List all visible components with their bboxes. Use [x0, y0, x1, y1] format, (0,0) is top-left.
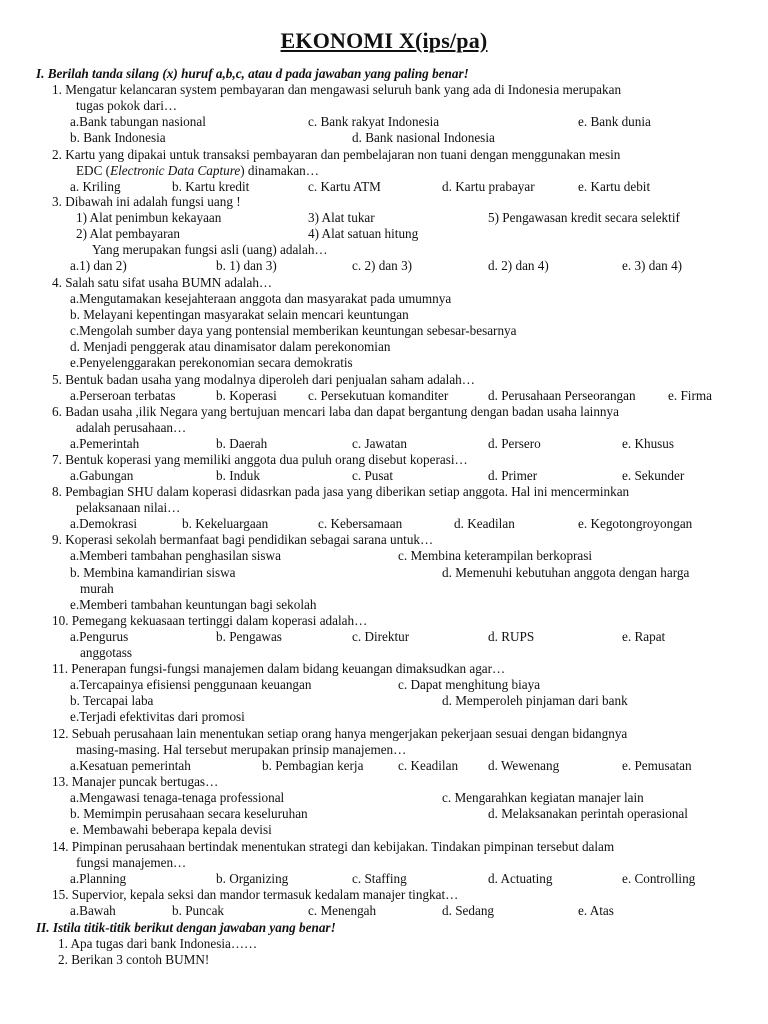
question-6-text-cont: adalah perusahaan… [76, 420, 187, 435]
question-4-option-e[interactable]: e.Penyelenggarakan perekonomian secara demokratis [70, 355, 353, 370]
question-3-option-a[interactable]: a.1) dan 2) [70, 258, 127, 273]
question-8-text-cont: pelaksanaan nilai… [76, 500, 181, 515]
question-15-option-d[interactable]: d. Sedang [442, 903, 495, 918]
question-2-option-e[interactable]: e. Kartu debit [578, 179, 651, 194]
question-6-option-a[interactable]: a.Pemerintah [70, 436, 140, 451]
question-7-option-d[interactable]: d. Primer [488, 468, 538, 483]
question-10-option-c[interactable]: c. Direktur [352, 629, 410, 644]
essay-question-2: 2. Berikan 3 contoh BUMN! [58, 952, 210, 967]
question-14-option-b[interactable]: b. Organizing [216, 871, 289, 886]
question-14-option-a[interactable]: a.Planning [70, 871, 127, 886]
question-12-option-c[interactable]: c. Keadilan [398, 758, 459, 773]
question-3-statement-3: 3) Alat tukar [308, 210, 375, 225]
question-3-statement-5: 5) Pengawasan kredit secara selektif [488, 210, 680, 225]
question-14-option-c[interactable]: c. Staffing [352, 871, 407, 886]
question-3-ask: Yang merupakan fungsi asli (uang) adalah… [92, 242, 328, 257]
question-12-text: 12. Sebuah perusahaan lain menentukan setiap orang hanya mengerjakan pekerjaan sesuai dengan bidangnya [52, 726, 628, 741]
question-3-text: 3. Dibawah ini adalah fungsi uang ! [52, 194, 241, 209]
question-8-option-b[interactable]: b. Kekeluargaan [182, 516, 269, 531]
question-15-option-b[interactable]: b. Puncak [172, 903, 225, 918]
question-9-option-b[interactable]: b. Membina kamandirian siswa [70, 565, 236, 580]
question-3-option-e[interactable]: e. 3) dan 4) [622, 258, 683, 273]
question-8-option-c[interactable]: c. Kebersamaan [318, 516, 403, 531]
question-1-text: 1. Mengatur kelancaran system pembayaran dan mengawasi seluruh bank yang ada di Indonesia merupakan [52, 82, 622, 97]
question-2-option-c[interactable]: c. Kartu ATM [308, 179, 381, 194]
question-1-option-c[interactable]: c. Bank rakyat Indonesia [308, 114, 440, 129]
question-6-option-d[interactable]: d. Persero [488, 436, 541, 451]
question-1-option-d[interactable]: d. Bank nasional Indonesia [352, 130, 495, 145]
question-3-option-c[interactable]: c. 2) dan 3) [352, 258, 413, 273]
question-13-option-d[interactable]: d. Melaksanakan perintah operasional [488, 806, 688, 821]
question-8-option-d[interactable]: d. Keadilan [454, 516, 515, 531]
question-3-option-b[interactable]: b. 1) dan 3) [216, 258, 277, 273]
question-6-option-c[interactable]: c. Jawatan [352, 436, 407, 451]
question-12-text-cont: masing-masing. Hal tersebut merupakan prinsip manajemen… [76, 742, 407, 757]
question-8-text: 8. Pembagian SHU dalam koperasi didasrkan pada jasa yang diberikan setiap anggota. Hal ini mencerminkan [52, 484, 630, 499]
question-1-option-e[interactable]: e. Bank dunia [578, 114, 651, 129]
question-11-text: 11. Penerapan fungsi-fungsi manajemen dalam bidang keuangan dimaksudkan agar… [52, 661, 506, 676]
question-1-option-a[interactable]: a.Bank tabungan nasional [70, 114, 206, 129]
question-6-text: 6. Badan usaha ,ilik Negara yang bertujuan mencari laba dan dapat bergantung dengan badan usaha lainnya [52, 404, 619, 419]
question-7-option-a[interactable]: a.Gabungan [70, 468, 134, 483]
question-9-text: 9. Koperasi sekolah bermanfaat bagi pendidikan sebagai sarana untuk… [52, 532, 434, 547]
question-15-text: 15. Supervior, kepala seksi dan mandor termasuk kedalam manajer tingkat… [52, 887, 459, 902]
question-9-option-d[interactable]: d. Memenuhi kebutuhan anggota dengan harga [442, 565, 690, 580]
question-14-option-e[interactable]: e. Controlling [622, 871, 696, 886]
question-5-text: 5. Bentuk badan usaha yang modalnya diperoleh dari penjualan saham adalah… [52, 372, 475, 387]
question-4-option-a[interactable]: a.Mengutamakan kesejahteraan anggota dan masyarakat pada umumnya [70, 291, 452, 306]
question-2-option-d[interactable]: d. Kartu prabayar [442, 179, 535, 194]
question-6-option-b[interactable]: b. Daerah [216, 436, 268, 451]
question-15-option-c[interactable]: c. Menengah [308, 903, 377, 918]
question-9-option-e[interactable]: e.Memberi tambahan keuntungan bagi sekolah [70, 597, 317, 612]
question-10-option-b[interactable]: b. Pengawas [216, 629, 282, 644]
question-2-option-a[interactable]: a. Kriling [70, 179, 121, 194]
question-12-option-d[interactable]: d. Wewenang [488, 758, 560, 773]
question-4-text: 4. Salah satu sifat usaha BUMN adalah… [52, 275, 273, 290]
question-10-option-e[interactable]: e. Rapat [622, 629, 666, 644]
question-7-option-b[interactable]: b. Induk [216, 468, 260, 483]
question-6-option-e[interactable]: e. Khusus [622, 436, 675, 451]
question-9-option-c[interactable]: c. Membina keterampilan berkoprasi [398, 548, 593, 563]
question-2-text-cont [76, 163, 319, 179]
question-3-option-d[interactable]: d. 2) dan 4) [488, 258, 549, 273]
question-11-option-b[interactable]: b. Tercapai laba [70, 693, 154, 708]
section-2-heading: II. Istila titik-titik berikut dengan jawaban yang benar! [36, 920, 336, 935]
question-12-option-a[interactable]: a.Kesatuan pemerintah [70, 758, 191, 773]
question-10-text: 10. Pemegang kekuasaan tertinggi dalam koperasi adalah… [52, 613, 368, 628]
question-4-option-b[interactable]: b. Melayani kepentingan masyarakat selain mencari keuntungan [70, 307, 409, 322]
question-13-option-b[interactable]: b. Memimpin perusahaan secara keseluruhan [70, 806, 308, 821]
question-5-option-e[interactable]: e. Firma [668, 388, 712, 403]
question-14-text: 14. Pimpinan perusahaan bertindak menentukan strategi dan kebijakan. Tindakan pimpinan tersebut dalam [52, 839, 615, 854]
question-12-option-b[interactable]: b. Pembagian kerja [262, 758, 364, 773]
question-2-option-b[interactable]: b. Kartu kredit [172, 179, 250, 194]
question-1-option-b[interactable]: b. Bank Indonesia [70, 130, 166, 145]
question-3-statement-1: 1) Alat penimbun kekayaan [76, 210, 222, 225]
question-7-text: 7. Bentuk koperasi yang memiliki anggota dua puluh orang disebut koperasi… [52, 452, 468, 467]
question-2-text: 2. Kartu yang dipakai untuk transaksi pembayaran dan pembelajaran non tuani dengan menggunakan mesin [52, 147, 621, 162]
question-8-option-e[interactable]: e. Kegotongroyongan [578, 516, 693, 531]
question-10-option-d[interactable]: d. RUPS [488, 629, 535, 644]
question-2-text-italic: Electronic Data Capture [110, 163, 241, 178]
question-11-option-c[interactable]: c. Dapat menghitung biaya [398, 677, 541, 692]
question-13-option-a[interactable]: a.Mengawasi tenaga-tenaga professional [70, 790, 285, 805]
page-title: EKONOMI X(ips/pa) [280, 28, 488, 53]
section-1-heading: I. Berilah tanda silang (x) huruf a,b,c, atau d pada jawaban yang paling benar! [36, 66, 469, 81]
question-15-option-e[interactable]: e. Atas [578, 903, 614, 918]
question-14-text-cont: fungsi manajemen… [76, 855, 187, 870]
question-11-option-a[interactable]: a.Tercapainya efisiensi penggunaan keuangan [70, 677, 312, 692]
question-13-option-c[interactable]: c. Mengarahkan kegiatan manajer lain [442, 790, 644, 805]
question-9-option-d-cont: murah [80, 581, 114, 596]
question-11-option-e[interactable]: e.Terjadi efektivitas dari promosi [70, 709, 245, 724]
question-12-option-e[interactable]: e. Pemusatan [622, 758, 692, 773]
question-8-option-a[interactable]: a.Demokrasi [70, 516, 138, 531]
question-10-option-a[interactable]: a.Pengurus [70, 629, 129, 644]
question-5-option-c[interactable]: c. Persekutuan komanditer [308, 388, 449, 403]
question-3-statement-2: 2) Alat pembayaran [76, 226, 180, 241]
question-14-option-d[interactable]: d. Actuating [488, 871, 553, 886]
question-10-option-e-cont: anggotass [80, 645, 133, 660]
question-2-text-post: ) dinamakan… [240, 163, 319, 178]
question-4-option-c[interactable]: c.Mengolah sumber daya yang pontensial memberikan keuntungan sebesar-besarnya [70, 323, 517, 338]
question-4-option-d[interactable]: d. Menjadi penggerak atau dinamisator dalam perekonomian [70, 339, 391, 354]
essay-question-1: 1. Apa tugas dari bank Indonesia…… [58, 936, 258, 951]
question-7-option-e[interactable]: e. Sekunder [622, 468, 685, 483]
question-13-text: 13. Manajer puncak bertugas… [52, 774, 219, 789]
question-2-text-pre: EDC ( [76, 163, 111, 178]
question-5-option-b[interactable]: b. Koperasi [216, 388, 277, 403]
question-9-option-a[interactable]: a.Memberi tambahan penghasilan siswa [70, 548, 281, 563]
question-1-text-cont: tugas pokok dari… [76, 98, 178, 113]
question-5-option-d[interactable]: d. Perusahaan Perseorangan [488, 388, 636, 403]
question-7-option-c[interactable]: c. Pusat [352, 468, 394, 483]
question-13-option-e[interactable]: e. Membawahi beberapa kepala devisi [70, 822, 272, 837]
question-11-option-d[interactable]: d. Memperoleh pinjaman dari bank [442, 693, 628, 708]
question-3-statement-4: 4) Alat satuan hitung [308, 226, 419, 241]
question-5-option-a[interactable]: a.Perseroan terbatas [70, 388, 176, 403]
question-15-option-a[interactable]: a.Bawah [70, 903, 116, 918]
